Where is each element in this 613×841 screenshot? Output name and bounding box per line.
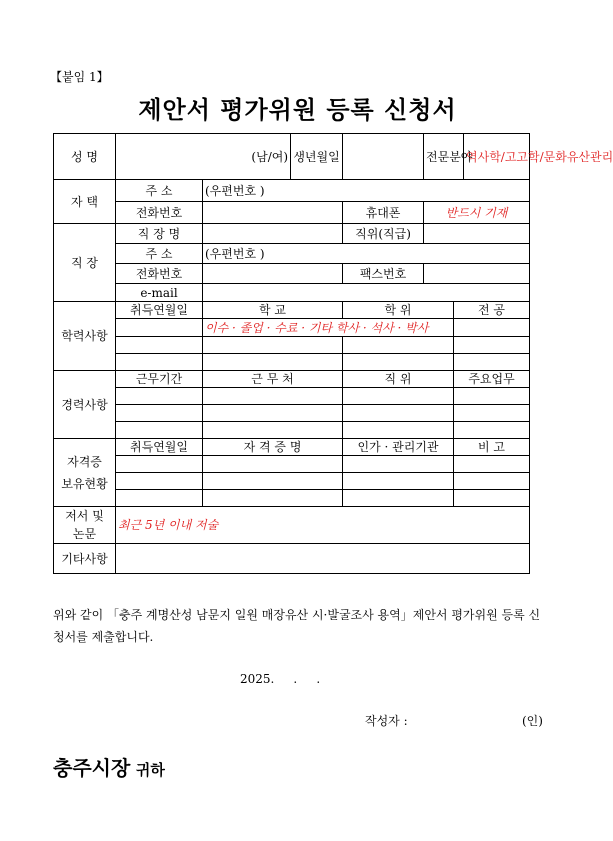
license-label (54, 439, 116, 507)
addressee-suffix: 귀하 (135, 761, 165, 779)
career-label: 경력사항 (54, 371, 116, 439)
work-address-label: 주 소 (116, 244, 203, 264)
work-label: 직 장 (54, 224, 116, 302)
edu-cell[interactable] (116, 337, 203, 354)
career-cell[interactable] (454, 422, 530, 439)
license-cell[interactable] (116, 473, 203, 490)
email-field[interactable] (203, 284, 530, 302)
career-cell[interactable] (203, 405, 343, 422)
other-field[interactable] (116, 544, 530, 574)
career-header-duties: 주요업무 (454, 371, 530, 388)
education-label: 학력사항 (54, 302, 116, 371)
work-name-field[interactable] (203, 224, 343, 244)
license-header-remarks: 비 고 (454, 439, 530, 456)
declaration-text: 위와 같이 「충주 계명산성 남문지 일원 매장유산 시·발굴조사 용역」제안서 평가위원 등록 신청서를 제출합니다. (53, 608, 541, 644)
other-label: 기타사항 (54, 544, 116, 574)
license-cell[interactable] (454, 473, 530, 490)
career-cell[interactable] (454, 388, 530, 405)
writer-label: 작성자 : (365, 714, 408, 728)
mobile-label: 휴대폰 (343, 202, 424, 224)
license-cell[interactable] (343, 490, 454, 507)
license-header-date: 취득연월일 (116, 439, 203, 456)
education-note: 이수 · 졸업 · 수료 · 기타 학사 · 석사 · 박사 (203, 319, 454, 337)
license-cell[interactable] (343, 456, 454, 473)
mobile-field[interactable]: 반드시 기재 (424, 202, 530, 224)
career-cell[interactable] (116, 388, 203, 405)
edu-cell[interactable] (454, 354, 530, 371)
registration-form-table (53, 133, 613, 574)
papers-label (54, 507, 116, 544)
license-header-agency: 인가 · 관리기관 (343, 439, 454, 456)
birth-field[interactable] (343, 134, 424, 180)
edu-cell[interactable] (343, 354, 454, 371)
career-cell[interactable] (203, 388, 343, 405)
career-cell[interactable] (116, 405, 203, 422)
seal-mark: (인) (522, 714, 543, 728)
date-line: 2025. . . (240, 672, 321, 686)
license-label-line2: 보유현황 (61, 476, 108, 491)
page-title: 제안서 평가위원 등록 신청서 (138, 96, 457, 124)
edu-header-date: 취득연월일 (116, 302, 203, 319)
career-cell[interactable] (454, 405, 530, 422)
edu-cell[interactable] (343, 337, 454, 354)
fax-label: 팩스번호 (343, 264, 424, 284)
name-label: 성 명 (54, 134, 116, 180)
home-address-field[interactable]: (우편번호 ) (203, 180, 530, 202)
license-header-name: 자 격 증 명 (203, 439, 343, 456)
email-label: e-mail (116, 284, 203, 302)
license-cell[interactable] (116, 490, 203, 507)
license-cell[interactable] (454, 456, 530, 473)
license-cell[interactable] (203, 490, 343, 507)
edu-header-school: 학 교 (203, 302, 343, 319)
edu-cell[interactable] (454, 337, 530, 354)
home-phone-field[interactable] (203, 202, 343, 224)
specialty-label: 전문분야 (424, 134, 464, 180)
license-cell[interactable] (343, 473, 454, 490)
career-cell[interactable] (343, 405, 454, 422)
career-cell[interactable] (343, 422, 454, 439)
fax-field[interactable] (424, 264, 530, 284)
home-phone-label: 전화번호 (116, 202, 203, 224)
license-cell[interactable] (454, 490, 530, 507)
edu-cell[interactable] (203, 337, 343, 354)
home-label: 자 택 (54, 180, 116, 224)
career-header-period: 근무기간 (116, 371, 203, 388)
attachment-label: 【붙임 1】 (50, 70, 109, 84)
edu-cell[interactable] (116, 319, 203, 337)
work-phone-field[interactable] (203, 264, 343, 284)
edu-cell[interactable] (454, 319, 530, 337)
work-name-label: 직 장 명 (116, 224, 203, 244)
position-label: 직위(직급) (343, 224, 424, 244)
career-cell[interactable] (343, 388, 454, 405)
edu-cell[interactable] (116, 354, 203, 371)
work-address-field[interactable]: (우편번호 ) (203, 244, 530, 264)
gender-field[interactable]: (남/여) (116, 134, 291, 180)
birth-label: 생년월일 (291, 134, 343, 180)
edu-header-degree: 학 위 (343, 302, 454, 319)
papers-label-line1: 저서 및 (65, 509, 104, 523)
career-cell[interactable] (116, 422, 203, 439)
papers-field[interactable]: 최근 5년 이내 저술 (116, 507, 530, 544)
edu-cell[interactable] (203, 354, 343, 371)
license-cell[interactable] (203, 473, 343, 490)
license-label-line1: 자격증 (67, 454, 102, 469)
work-phone-label: 전화번호 (116, 264, 203, 284)
career-cell[interactable] (203, 422, 343, 439)
career-header-position: 직 위 (343, 371, 454, 388)
specialty-field[interactable]: 역사학/고고학/문화유산관리 (464, 134, 530, 180)
license-cell[interactable] (203, 456, 343, 473)
edu-header-major: 전 공 (454, 302, 530, 319)
career-header-workplace: 근 무 처 (203, 371, 343, 388)
papers-label-line2: 논문 (72, 527, 97, 541)
position-field[interactable] (424, 224, 530, 244)
license-cell[interactable] (116, 456, 203, 473)
addressee (53, 752, 165, 781)
home-address-label: 주 소 (116, 180, 203, 202)
addressee-main: 충주시장 (53, 756, 131, 780)
